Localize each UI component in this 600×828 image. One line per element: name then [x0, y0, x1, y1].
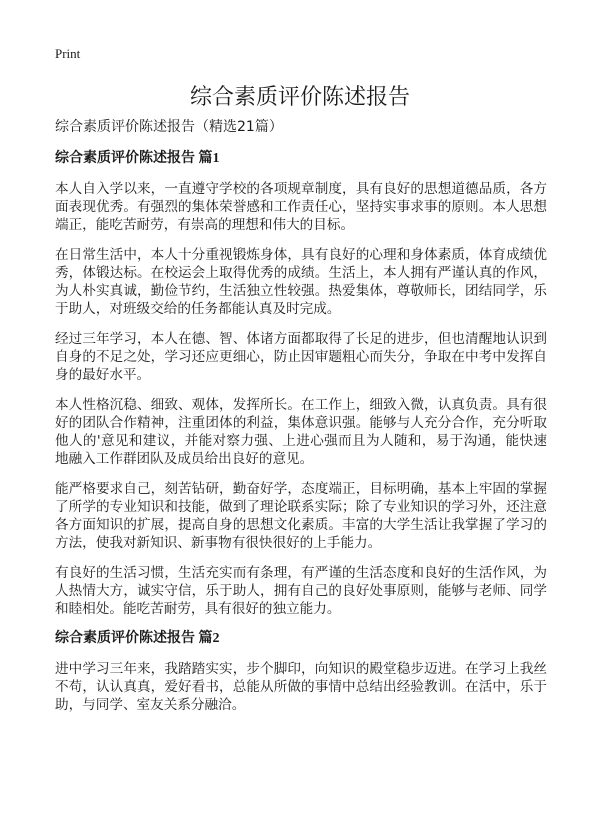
print-label[interactable]: Print [55, 46, 81, 61]
paragraph: 经过三年学习，本人在德、智、体诸方面都取得了长足的进步，但也清醒地认识到自身的不足之处，学习还应更细心，防止因审题粗心而失分，争取在中考中发挥自身的最好水平。 [55, 331, 547, 383]
section-heading: 综合素质评价陈述报告 篇2 [55, 631, 220, 646]
page-title: 综合素质评价陈述报告 [189, 85, 410, 110]
paragraph: 在日常生活中，本人十分重视锻炼身体，具有良好的心理和身体素质，体育成绩优秀，体锻达标。在校运会上取得优秀的成绩。生活上，本人拥有严谨认真的作风，为人朴实真诚，勤俭节约，生活独立性较强。热爱集体，尊敬师长，团结同学，乐于助人，对班级交给的任务都能认真及时完成。 [55, 247, 547, 317]
document-subtitle: 综合素质评价陈述报告（精选21篇） [55, 119, 283, 135]
document-body [55, 118, 547, 726]
paragraph: 有良好的生活习惯，生活充实而有条理，有严谨的生活态度和良好的生活作风，为人热情大方，诚实守信，乐于助人，拥有自己的良好处事原则，能够与老师、同学和睦相处。能吃苦耐劳，具有很好的独立能力。 [55, 565, 547, 617]
paragraph: 本人性格沉稳、细致、观体，发挥所长。在工作上，细致入微，认真负责。具有很好的团队合作精神，注重团体的利益，集体意识强。能够与人充分合作，充分听取他人的'意见和建议，并能对察力强、上进心强而且为人随和，易于沟通，能快速地融入工作群团队及成员给出良好的意见。 [55, 397, 547, 467]
paragraph: 进中学习三年来，我踏踏实实，步个脚印，向知识的殿堂稳步迈进。在学习上我丝不苟，认认真真，爱好看书，总能从所做的事情中总结出经验教训。在活中，乐于助，与同学、室友关系分融洽。 [55, 661, 547, 713]
section-heading: 综合素质评价陈述报告 篇1 [55, 151, 220, 166]
paragraph: 本人自入学以来，一直遵守学校的各项规章制度，具有良好的思想道德品质，各方面表现优秀。有强烈的集体荣誉感和工作责任心，坚持实事求事的原则。本人思想端正，能吃苦耐劳，有崇高的理想和伟大的目标。 [55, 181, 547, 233]
section-2 [55, 630, 547, 714]
section-1 [55, 150, 547, 618]
paragraph: 能严格要求自己，刻苦钻研，勤奋好学，态度端正，目标明确，基本上牢固的掌握了所学的专业知识和技能，做到了理论联系实际；除了专业知识的学习外，还注意各方面知识的扩展，提高自身的思想文化素质。丰富的大学生活让我掌握了学习的方法，使我对新知识、新事物有很快很好的上手能力。 [55, 481, 547, 551]
